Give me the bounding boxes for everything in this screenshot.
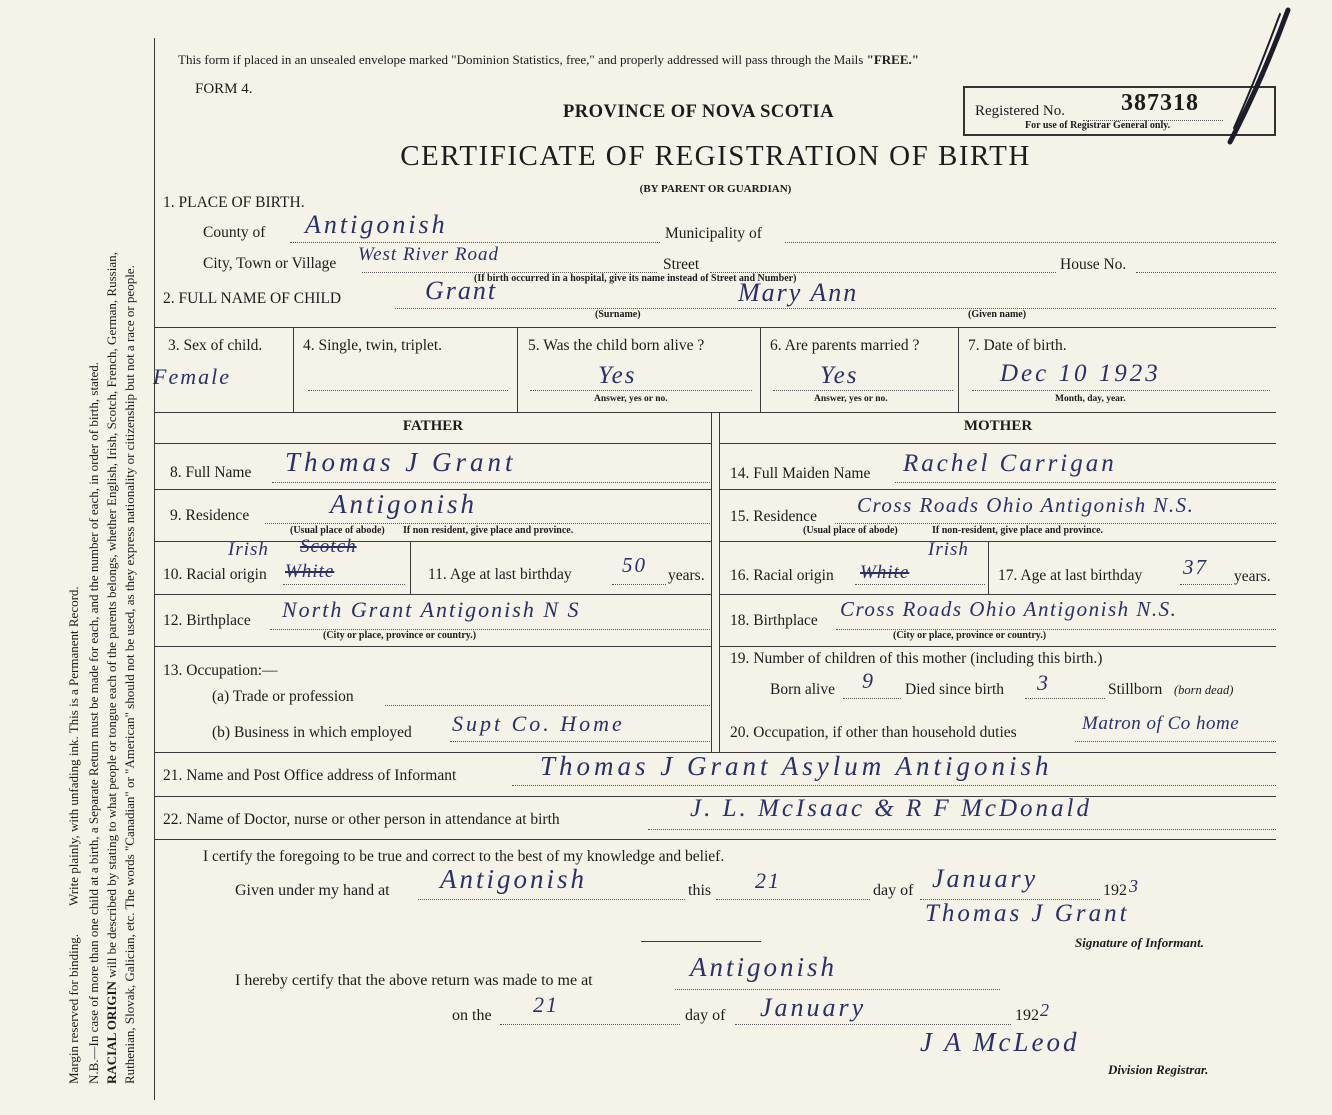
row-divider (760, 327, 761, 412)
margin-instructions-text: Write plainly, with unfading ink. This is a Permanent Record. (66, 586, 81, 907)
column-divider (711, 412, 712, 752)
mother-rule (720, 489, 1276, 490)
registrar-day: 21 (533, 992, 559, 1017)
certification-this-label: this (688, 882, 712, 899)
surname-caption: (Surname) (595, 309, 641, 320)
certification-day-of-label: day of (873, 882, 914, 899)
registered-label: Registered No. (975, 103, 1065, 119)
mother-rule (720, 594, 1276, 595)
stillborn-label: Stillborn (1108, 681, 1163, 698)
certification-day-fill-line (716, 899, 870, 900)
mother-occupation-label: 20. Occupation, if other than household duties (730, 724, 1017, 741)
father-occupation-label: 13. Occupation:— (163, 662, 278, 679)
separator-rule (641, 941, 761, 942)
registrar-signature: J A McLeod (920, 1027, 1080, 1057)
certification-place-fill-line (418, 899, 685, 900)
dob-caption: Month, day, year. (1055, 394, 1126, 404)
born-alive-label: 5. Was the child born alive ? (528, 337, 705, 354)
father-racial-fill-line (283, 584, 405, 585)
margin-racial-origin-text: will be described by stating to what people or tongue each of the parents belongs, whether English, Irish, Scotch, French, German, Russian, (104, 252, 119, 982)
informant-label: 21. Name and Post Office address of Informant (163, 767, 457, 784)
registrar-statement: I hereby certify that the above return was made to me at (235, 972, 593, 989)
mother-residence-fill-line (835, 523, 1276, 524)
died-since-birth-count: 3 (1037, 670, 1050, 695)
father-racial-value: Irish (228, 539, 269, 560)
father-birthplace-caption: (City or place, province or country.) (323, 630, 477, 641)
parents-married-caption: Answer, yes or no. (814, 394, 888, 404)
father-rule (155, 594, 711, 595)
stillborn-note: (born dead) (1174, 683, 1234, 697)
mother-rule (720, 541, 1276, 542)
father-racial-label: 10. Racial origin (163, 566, 267, 583)
mother-children-label: 19. Number of children of this mother (including this birth.) (730, 650, 1103, 667)
father-racial-struck-2: White (285, 561, 335, 582)
died-since-birth-fill-line (1025, 698, 1105, 699)
mother-residence-caption-b: If non-resident, give place and province. (932, 525, 1104, 536)
attendant-fill-line (648, 829, 1276, 830)
registrar-month: January (760, 993, 867, 1022)
margin-note-racial-origin-cont: Ruthenian, Slovak, Galician, etc. The words "Canadian" or "American" should not be used, as they express nationality or citizenship but not a race or people. (122, 265, 137, 1084)
born-alive-count-label: Born alive (770, 681, 835, 698)
attendant-label: 22. Name of Doctor, nurse or other person in attendance at birth (163, 811, 560, 828)
column-divider (719, 412, 720, 752)
row-divider (958, 327, 959, 412)
mother-age-divider (988, 541, 989, 594)
mother-occupation-fill-line (1075, 741, 1276, 742)
registrar-month-fill-line (735, 1024, 1011, 1025)
informant-value: Thomas J Grant Asylum Antigonish (540, 751, 1053, 781)
father-residence-caption-b: If non resident, give place and province. (403, 525, 574, 536)
mother-racial-value: Irish (928, 539, 969, 560)
certification-year-prefix: 192 (1103, 882, 1127, 899)
margin-note-racial-origin (104, 39, 119, 1084)
mother-rule (720, 646, 1276, 647)
section-rule (155, 839, 1276, 840)
father-trade-fill-line (385, 705, 710, 706)
certification-statement: I certify the foregoing to be true and correct to the best of my knowledge and belief. (203, 848, 725, 865)
mother-residence-caption-a: (Usual place of abode) (803, 525, 898, 536)
father-name-fill-line (272, 482, 710, 483)
county-label: County of (203, 224, 266, 241)
father-name-label: 8. Full Name (170, 464, 252, 481)
father-age-fill-line (612, 584, 666, 585)
row-divider (517, 327, 518, 412)
mother-residence-label: 15. Residence (730, 508, 817, 525)
sex-label: 3. Sex of child. (168, 337, 263, 354)
place-of-birth-heading: 1. PLACE OF BIRTH. (163, 194, 305, 211)
mother-occupation: Matron of Co home (1082, 713, 1240, 734)
county-value: Antigonish (305, 210, 448, 239)
child-name-fill-line (395, 308, 1276, 309)
mother-age-years: years. (1234, 568, 1271, 585)
registrar-place: Antigonish (690, 952, 838, 982)
city-label: City, Town or Village (203, 255, 337, 272)
registered-note: For use of Registrar General only. (1025, 120, 1171, 131)
mother-birthplace: Cross Roads Ohio Antigonish N.S. (840, 597, 1178, 621)
row-divider (293, 327, 294, 412)
county-fill-line (290, 242, 660, 243)
informant-signature-caption: Signature of Informant. (1075, 935, 1204, 950)
row-bottom-rule (155, 412, 1276, 413)
born-alive-count-fill-line (843, 698, 901, 699)
father-heading: FATHER (402, 418, 464, 434)
mail-notice-text: This form if placed in an unsealed envelope marked "Dominion Statistics, free," and properly addressed will pass through the Mails (178, 52, 864, 67)
informant-signature: Thomas J Grant (925, 900, 1130, 927)
certification-day: 21 (755, 868, 781, 893)
father-residence-fill-line (265, 523, 710, 524)
mother-racial-label: 16. Racial origin (730, 567, 834, 584)
parents-married-label: 6. Are parents married ? (770, 337, 920, 354)
mother-age: 37 (1183, 555, 1208, 579)
house-number-label: House No. (1060, 256, 1127, 273)
father-trade-label: (a) Trade or profession (212, 688, 354, 705)
given-under-hand-label: Given under my hand at (235, 882, 390, 899)
father-birthplace-label: 12. Birthplace (163, 612, 251, 629)
mail-notice (178, 52, 919, 68)
registrar-day-fill-line (500, 1024, 680, 1025)
registrar-year-digit: 2 (1040, 1000, 1051, 1020)
pen-mark (1210, 0, 1300, 150)
child-name-label: 2. FULL NAME OF CHILD (163, 290, 342, 307)
certification-year-digit: 3 (1129, 876, 1140, 896)
document-title: CERTIFICATE OF REGISTRATION OF BIRTH (400, 140, 1031, 172)
born-alive-value: Yes (598, 362, 637, 389)
province-heading: PROVINCE OF NOVA SCOTIA (563, 102, 835, 122)
house-number-fill-line (1136, 272, 1276, 273)
father-age: 50 (622, 553, 647, 577)
dob-value: Dec 10 1923 (1000, 360, 1161, 387)
registrar-year-prefix: 192 (1015, 1007, 1039, 1024)
document-subtitle: (BY PARENT OR GUARDIAN) (639, 183, 792, 195)
father-birthplace: North Grant Antigonish N S (282, 597, 581, 622)
born-alive-fill-line (530, 390, 752, 391)
margin-racial-origin-lead: RACIAL ORIGIN (104, 981, 119, 1084)
mother-maiden-label: 14. Full Maiden Name (730, 465, 871, 482)
municipality-fill-line (785, 242, 1276, 243)
plurality-fill-line (308, 390, 508, 391)
mother-residence: Cross Roads Ohio Antigonish N.S. (857, 493, 1195, 517)
row-top-rule (155, 327, 1276, 328)
mother-maiden-fill-line (895, 482, 1276, 483)
hospital-note: (If birth occurred in a hospital, give its name instead of Street and Number) (474, 273, 797, 284)
mother-maiden-name: Rachel Carrigan (903, 450, 1117, 477)
father-rule (155, 646, 711, 647)
dob-fill-line (972, 390, 1270, 391)
certification-place: Antigonish (440, 864, 588, 894)
sex-value: Female (153, 364, 231, 389)
form-left-border (154, 38, 155, 1100)
certification-month: January (932, 864, 1039, 893)
born-alive-caption: Answer, yes or no. (594, 394, 668, 404)
margin-binding-text: Margin reserved for binding. (66, 934, 81, 1084)
registered-number: 387318 (1121, 90, 1199, 116)
registrar-on-the-label: on the (452, 1007, 492, 1024)
father-business: Supt Co. Home (452, 711, 625, 736)
father-age-years: years. (668, 567, 705, 584)
father-age-label: 11. Age at last birthday (428, 566, 572, 583)
parents-married-value: Yes (820, 362, 859, 389)
died-since-birth-label: Died since birth (905, 681, 1005, 698)
given-name-caption: (Given name) (968, 309, 1027, 320)
plurality-label: 4. Single, twin, triplet. (303, 337, 443, 354)
mother-racial-struck: White (860, 562, 910, 583)
street-label: Street (663, 256, 700, 273)
born-alive-count: 9 (862, 668, 875, 693)
mother-birthplace-caption: (City or place, province or country.) (893, 630, 1047, 641)
registrar-day-of-label: day of (685, 1007, 726, 1024)
child-surname: Grant (425, 276, 498, 305)
mother-age-fill-line (1180, 584, 1232, 585)
father-business-fill-line (450, 741, 710, 742)
informant-fill-line (512, 785, 1276, 786)
father-residence: Antigonish (330, 489, 478, 519)
registrar-place-fill-line (675, 989, 1000, 990)
margin-note-binding (66, 39, 81, 1084)
municipality-label: Municipality of (665, 225, 762, 242)
mother-rule (720, 443, 1276, 444)
dob-label: 7. Date of birth. (968, 337, 1067, 354)
margin-note-nb: N.B.—In case of more than one child at a birth, a Separate Return must be made for each, and the number of each, in order of birth, stated. (86, 362, 101, 1084)
mother-racial-fill-line (855, 584, 985, 585)
mother-heading: MOTHER (963, 418, 1033, 434)
city-value: West River Road (358, 244, 499, 265)
father-age-divider (410, 541, 411, 594)
mother-birthplace-label: 18. Birthplace (730, 612, 818, 629)
child-given-name: Mary Ann (738, 278, 859, 307)
form-number: FORM 4. (195, 81, 253, 97)
father-residence-label: 9. Residence (170, 507, 250, 524)
father-residence-caption-a: (Usual place of abode) (290, 525, 385, 536)
father-racial-struck-1: Scotch (300, 536, 357, 557)
mother-age-label: 17. Age at last birthday (998, 567, 1143, 584)
parents-married-fill-line (773, 390, 953, 391)
attendant-value: J. L. McIsaac & R F McDonald (690, 795, 1092, 822)
registrar-signature-caption: Division Registrar. (1108, 1062, 1209, 1077)
father-name: Thomas J Grant (285, 447, 517, 477)
father-rule (155, 443, 711, 444)
mail-notice-free: "FREE." (866, 52, 919, 67)
father-business-label: (b) Business in which employed (212, 724, 412, 741)
